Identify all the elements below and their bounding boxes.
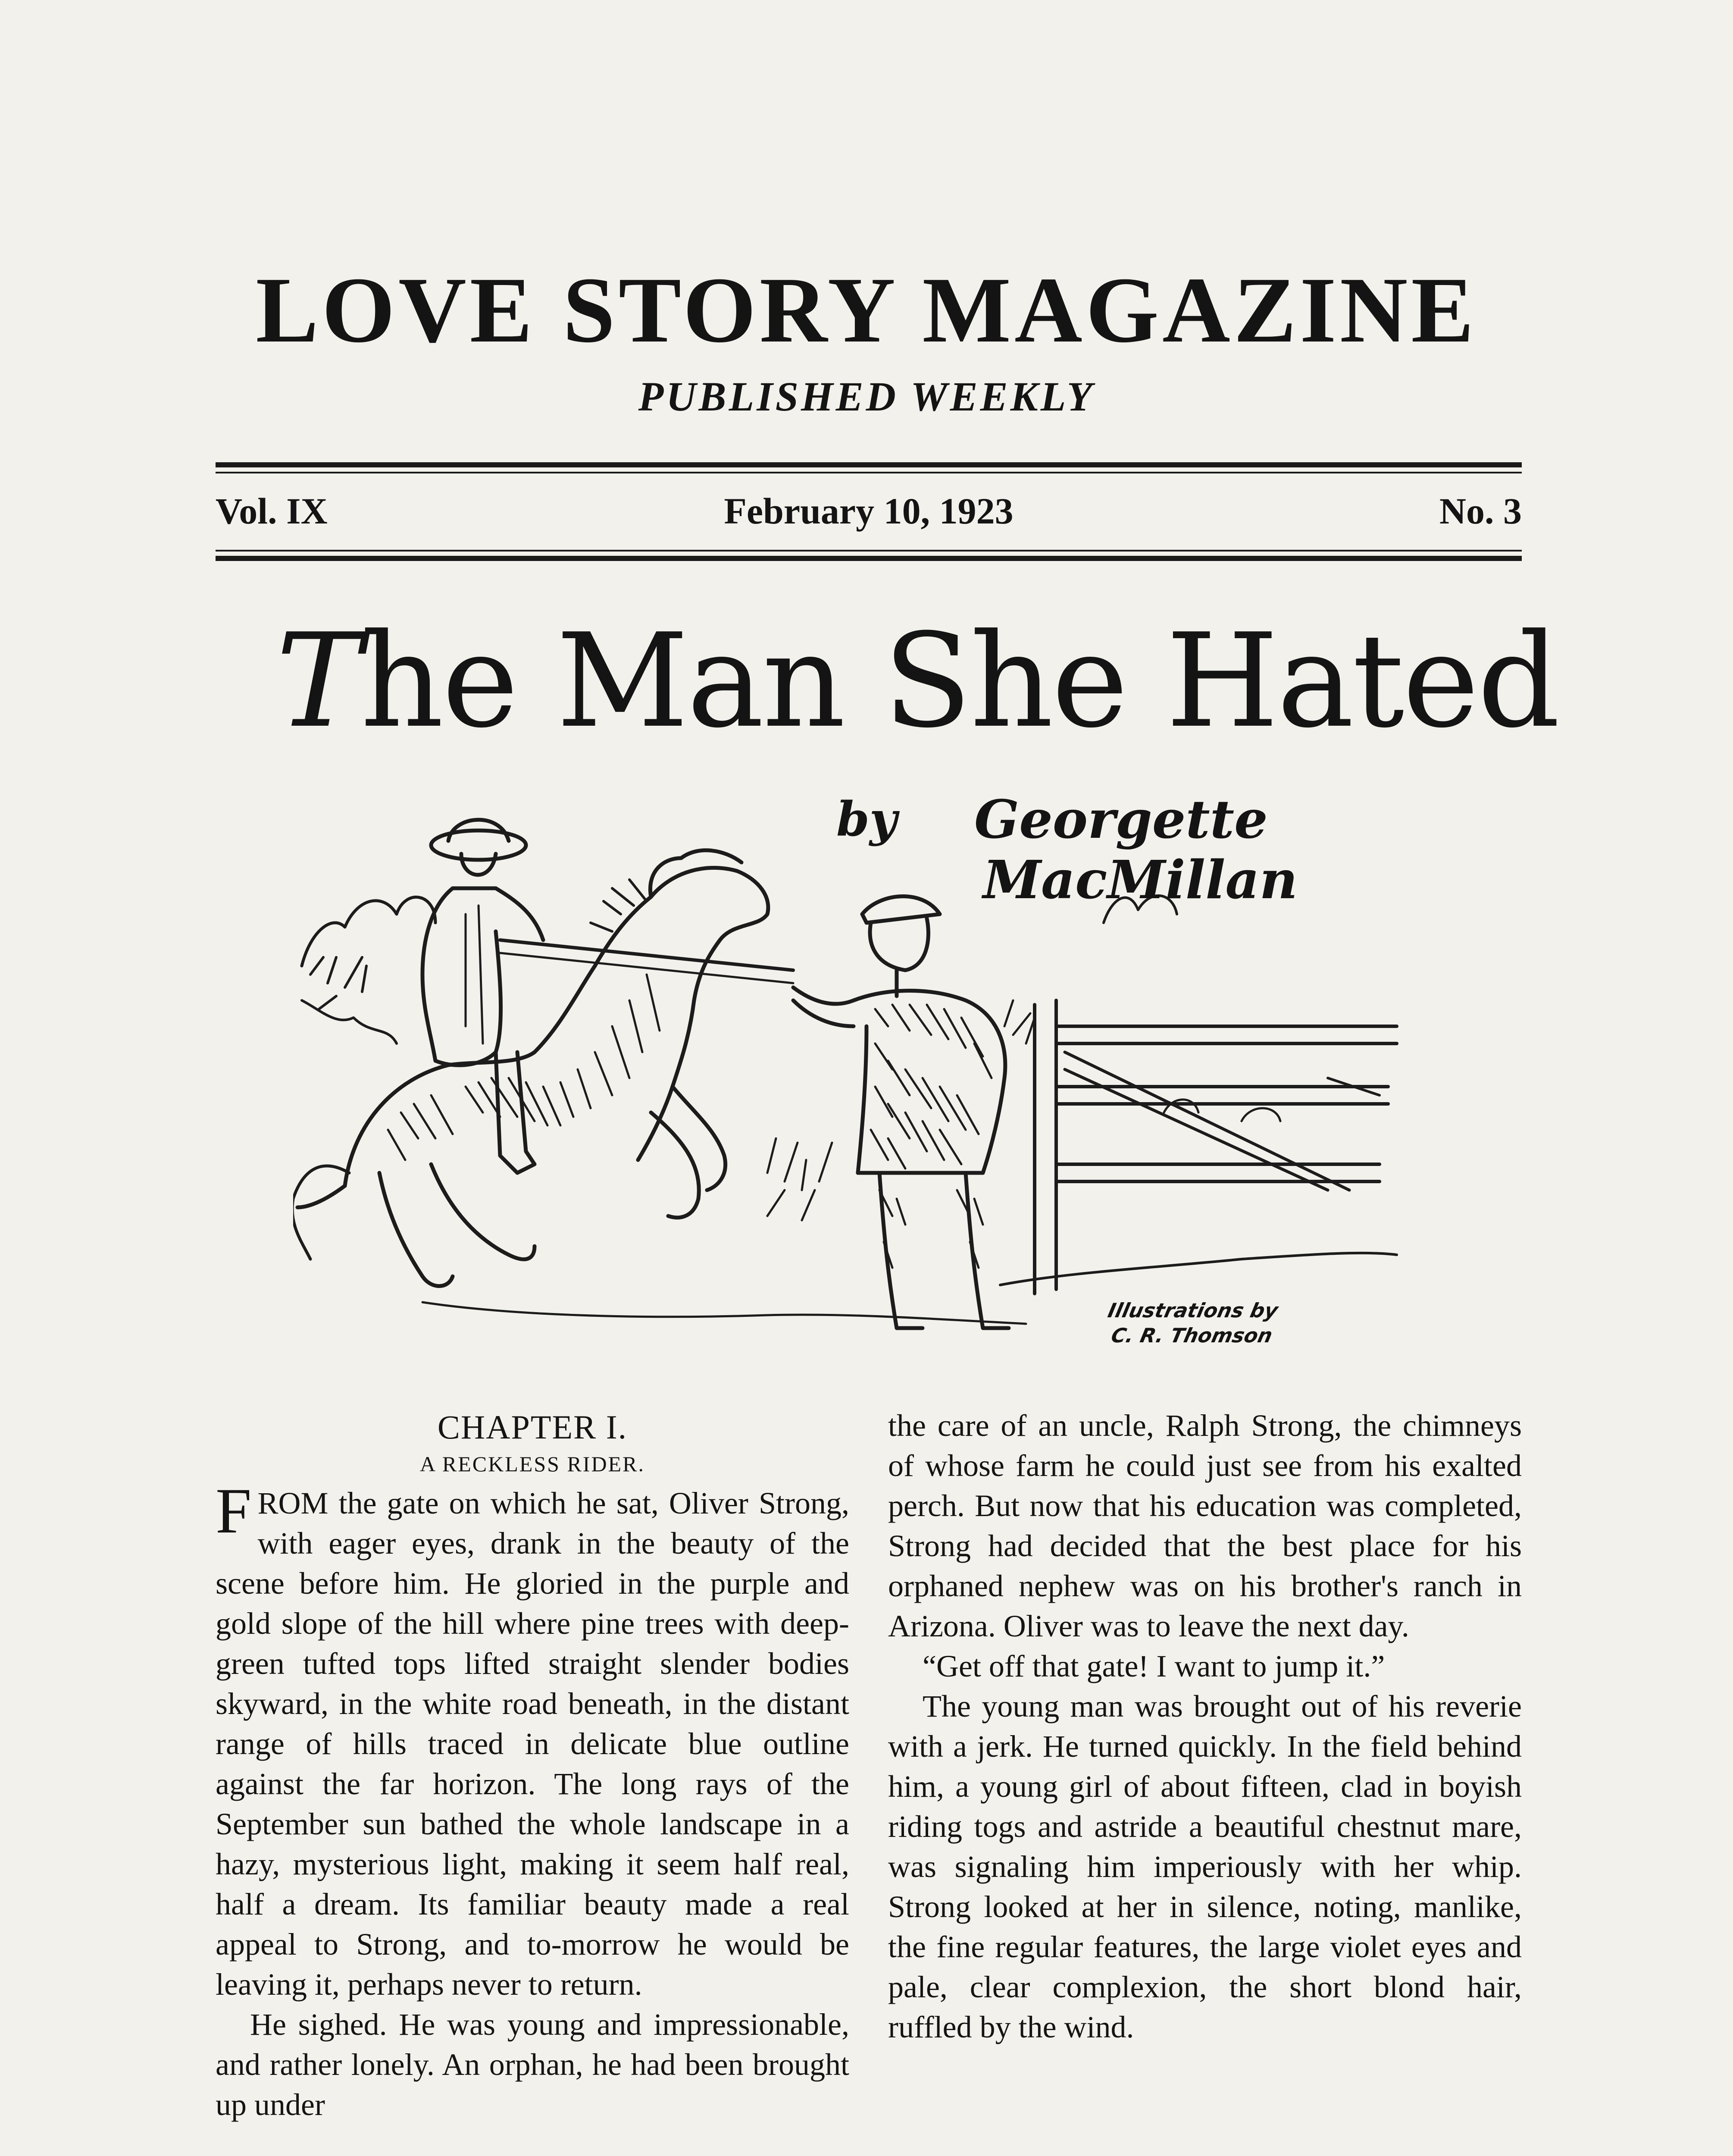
story-title <box>276 604 1559 759</box>
paragraph: “Get off that gate! I want to jump it.” <box>923 1649 1385 1683</box>
drop-cap: F <box>216 1475 252 1547</box>
story-byline <box>836 789 1397 944</box>
bottom-rule-thin <box>216 550 1522 552</box>
left-column <box>216 1406 849 2125</box>
author-last-name: MacMillan <box>983 849 1298 911</box>
paragraph: the care of an uncle, Ralph Strong, the chimneys of whose farm he could just see from his exalted perch. But now that his education was completed, Strong had decided that the best place for his orphaned nephew was on his brother's ranch in Arizona. Oliver was to leave the next day. <box>888 1408 1522 1643</box>
issue-volume: Vol. IX <box>216 490 328 532</box>
paragraph: The young man was brought out of his reverie with a jerk. He turned quickly. In the field behind him, a young girl of about fifteen, clad in boyish riding togs and astride a beautiful chestnut mare, was signaling him imperiously with her whip. Strong looked at her in silence, noting, manlike, the fine regular features, the large violet eyes and pale, clear complexion, the short blond hair, ruffled by the wind. <box>888 1689 1522 2044</box>
top-rule-thin <box>216 472 1522 473</box>
issue-date: February 10, 1923 <box>724 490 1014 532</box>
paragraph-text: ROM the gate on which he sat, Oliver Strong, with eager eyes, drank in the beauty of the scene before him. He gloried in the purple and gold slope of the hill where pine trees with deep-green tufted tops lifted straight slender bodies skyward, in the white road beneath, in the distant range of hills traced in delicate blue outline against the far horizon. The long rays of the September sun bathed the whole landscape in a hazy, mysterious light, making it seem half real, half a dream. Its familiar beauty made a real appeal to Strong, and to-morrow he would be leaving it, perhaps never to return. <box>216 1486 849 2002</box>
magazine-title: LOVE STORY MAGAZINE <box>256 258 1477 362</box>
story-title-initial: T <box>276 606 361 756</box>
issue-number: No. 3 <box>1439 490 1522 532</box>
magazine-subtitle: PUBLISHED WEEKLY <box>638 373 1095 420</box>
right-column <box>888 1406 1522 2047</box>
issue-line <box>216 485 1522 537</box>
illustration-credit <box>1096 1298 1387 1367</box>
top-rule-thick <box>216 462 1522 467</box>
illustration-credit-line2: C. R. Thomson <box>1109 1324 1275 1347</box>
chapter-heading: CHAPTER I. <box>437 1408 628 1446</box>
byline-by: by <box>836 791 897 847</box>
paragraph <box>216 1475 849 2005</box>
paragraph: He sighed. He was young and impressionable, and rather lonely. An orphan, he had been brought up under <box>216 2007 849 2122</box>
illustration-credit-line1: Illustrations by <box>1106 1299 1280 1322</box>
bottom-rule-thick <box>216 556 1522 561</box>
author-first-name: Georgette <box>974 788 1268 850</box>
chapter-title: A RECKLESS RIDER. <box>420 1452 645 1476</box>
story-title-rest: he Man She Hated <box>360 606 1559 756</box>
